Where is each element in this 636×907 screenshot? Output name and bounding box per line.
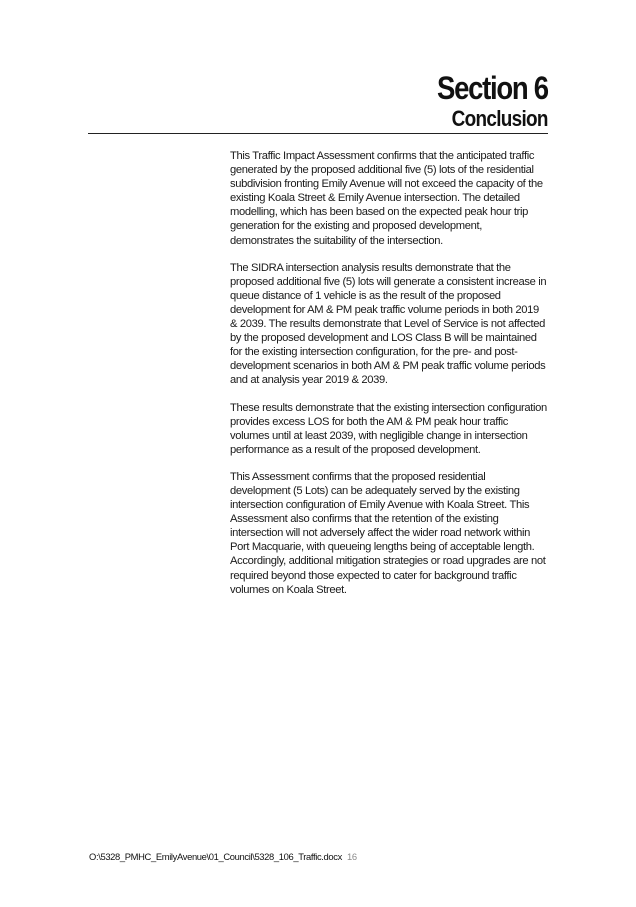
footer-page-number: 16 bbox=[346, 851, 357, 862]
paragraph-2: The SIDRA intersection analysis results demonstrate that the proposed additional five (5) lots will generate a consistent increase in queue distance of 1 vehicle is as the result of the proposed development for AM & PM peak traffic volume periods in both 2019 & 2039. The results demonstrate that Level of Service is not affected by the proposed development and LOS Class B will be maintained for the existing intersection configuration, for the pre- and post- development scenarios in both AM & PM peak traffic volume periods and at analysis year 2019 & 2039. bbox=[230, 261, 547, 387]
paragraph-4: This Assessment confirms that the proposed residential development (5 Lots) can be adequately served by the existing intersection configuration of Emily Avenue with Koala Street. This Assessment also confirms that the retention of the existing intersection will not adversely affect the wider road network within Port Macquarie, with queueing lengths being of acceptable length. Accordingly, additional mitigation strategies or road upgrades are not required beyond those expected to cater for background traffic volumes on Koala Street. bbox=[230, 470, 546, 596]
footer-file-path: O:\5328_PMHC_EmilyAvenue\01_Council\5328_106_Traffic.docx bbox=[89, 851, 342, 862]
paragraph-1: This Traffic Impact Assessment confirms that the anticipated traffic generated by the proposed additional five (5) lots of the residential subdivision fronting Emily Avenue will not exceed the capacity of the existing Koala Street & Emily Avenue intersection. The detailed modelling, which has been based on the expected peak hour trip generation for the existing and proposed development, demonstrates the suitability of the intersection. bbox=[230, 150, 543, 247]
section-number: Section 6 bbox=[437, 70, 548, 106]
paragraph-3: These results demonstrate that the existing intersection configuration provides excess LOS for both the AM & PM peak hour traffic volumes until at least 2039, with negligible change in intersection performance as a result of the proposed development. bbox=[230, 401, 547, 456]
section-title: Conclusion bbox=[451, 106, 548, 131]
title-divider bbox=[88, 133, 548, 134]
body-text bbox=[230, 149, 548, 610]
page-footer bbox=[89, 851, 357, 862]
